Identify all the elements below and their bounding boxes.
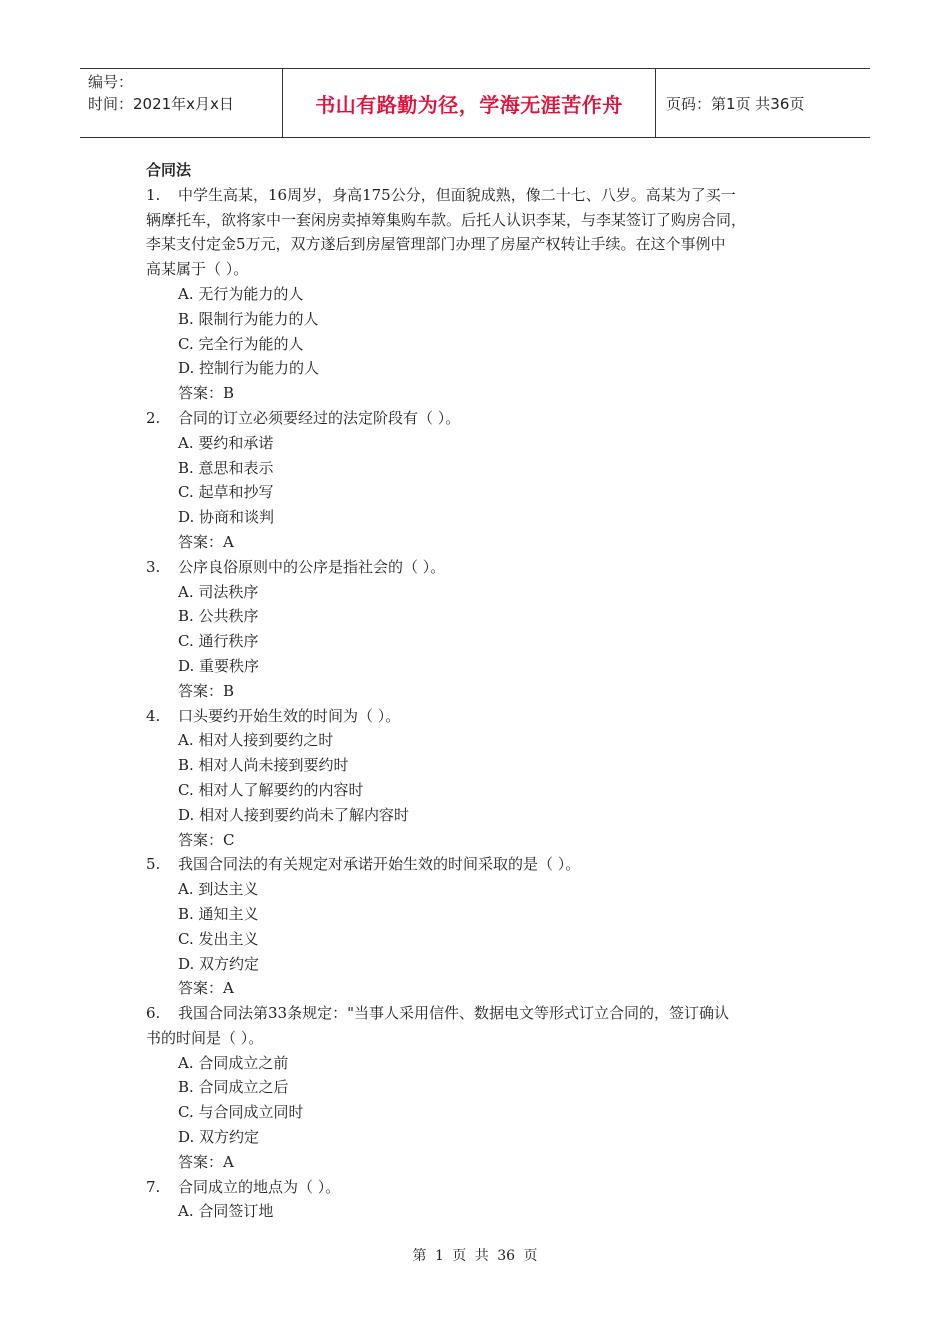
answer-option: D. 控制行为能力的人	[178, 359, 320, 378]
question-text-line	[146, 704, 806, 729]
answer-option: D. 协商和谈判	[178, 508, 275, 527]
answer-key: 答案：A	[178, 532, 234, 551]
answer-key: 答案：B	[178, 384, 235, 403]
question-stem: 公序良俗原则中的公序是指社会的（ ）。	[178, 557, 446, 576]
question-item	[146, 406, 806, 555]
page-footer: 第 1 页 共 36 页	[412, 1248, 538, 1264]
question-number: 2.	[146, 408, 161, 427]
question-item	[146, 555, 806, 704]
question-number: 1.	[146, 185, 161, 204]
question-text-line	[146, 852, 806, 877]
time-label: 时间：2021年x月x日	[88, 95, 234, 113]
question-text-line	[146, 406, 806, 431]
question-stem: 中学生高某，16周岁，身高175公分，但面貌成熟，像二十七、八岁。高某为了买一	[178, 185, 736, 204]
answer-key: 答案：A	[178, 1152, 234, 1171]
answer-option: C. 完全行为能的人	[178, 334, 304, 353]
answer-option: A. 相对人接到要约之时	[178, 731, 334, 750]
question-number: 5.	[146, 855, 161, 874]
serial-number-label: 编号：	[88, 73, 134, 91]
answer-option: B. 通知主义	[178, 904, 259, 923]
page-header	[80, 68, 870, 138]
answer-key: 答案：B	[178, 681, 235, 700]
question-text-line: 辆摩托车，欲将家中一套闲房卖掉筹集购车款。后托人认识李某，与李某签订了购房合同，	[146, 210, 747, 229]
answer-option: B. 公共秩序	[178, 607, 259, 626]
header-motto-cell	[282, 69, 656, 137]
question-stem: 合同成立的地点为（ ）。	[178, 1177, 341, 1196]
answer-option: D. 双方约定	[178, 954, 260, 973]
question-text-line: 书的时间是（ ）。	[146, 1028, 264, 1047]
question-item	[146, 1175, 806, 1225]
answer-option: A. 司法秩序	[178, 582, 259, 601]
answer-option: C. 与合同成立同时	[178, 1103, 304, 1122]
answer-option: D. 双方约定	[178, 1128, 260, 1147]
answer-option: C. 起草和抄写	[178, 483, 274, 502]
answer-option: C. 相对人了解要约的内容时	[178, 780, 364, 799]
answer-option: A. 要约和承诺	[178, 433, 274, 452]
answer-key: 答案：C	[178, 830, 235, 849]
question-number: 3.	[146, 557, 161, 576]
question-text-line	[146, 555, 806, 580]
question-item	[146, 852, 806, 1001]
question-text-line: 李某支付定金5万元，双方遂后到房屋管理部门办理了房屋产权转让手续。在这个事例中	[146, 235, 726, 254]
document-title: 合同法	[146, 161, 192, 179]
answer-option: C. 通行秩序	[178, 632, 259, 651]
question-text-line	[146, 1001, 806, 1026]
question-stem: 口头要约开始生效的时间为（ ）。	[178, 706, 401, 725]
answer-option: A. 合同签订地	[178, 1202, 274, 1221]
question-number: 7.	[146, 1177, 161, 1196]
motto-text: 书山有路勤为径，学海无涯苦作舟	[315, 92, 623, 117]
answer-option: B. 合同成立之后	[178, 1078, 289, 1097]
answer-option: C. 发出主义	[178, 929, 259, 948]
answer-option: B. 相对人尚未接到要约时	[178, 756, 349, 775]
answer-option: D. 相对人接到要约尚未了解内容时	[178, 805, 410, 824]
question-item	[146, 183, 806, 406]
question-item	[146, 1001, 806, 1175]
question-stem: 合同的订立必须要经过的法定阶段有（ ）。	[178, 408, 461, 427]
answer-option: A. 合同成立之前	[178, 1053, 289, 1072]
header-meta	[80, 69, 282, 137]
question-stem: 我国合同法的有关规定对承诺开始生效的时间采取的是（ ）。	[178, 855, 581, 874]
page-number-label: 页码：第1页 共36页	[666, 94, 805, 113]
question-number: 6.	[146, 1004, 161, 1023]
question-text-line	[146, 1175, 806, 1200]
document-body	[146, 158, 806, 1224]
header-page-cell	[656, 69, 870, 137]
answer-key: 答案：A	[178, 979, 234, 998]
question-text-line	[146, 183, 806, 208]
question-stem: 我国合同法第33条规定："当事人采用信件、数据电文等形式订立合同的，签订确认	[178, 1004, 729, 1023]
answer-option: B. 意思和表示	[178, 458, 274, 477]
question-item	[146, 704, 806, 853]
question-list	[146, 183, 806, 1224]
question-number: 4.	[146, 706, 161, 725]
answer-option: A. 无行为能力的人	[178, 284, 304, 303]
question-text-line: 高某属于（ ）。	[146, 260, 249, 279]
answer-option: B. 限制行为能力的人	[178, 309, 319, 328]
answer-option: A. 到达主义	[178, 880, 259, 899]
answer-option: D. 重要秩序	[178, 656, 260, 675]
